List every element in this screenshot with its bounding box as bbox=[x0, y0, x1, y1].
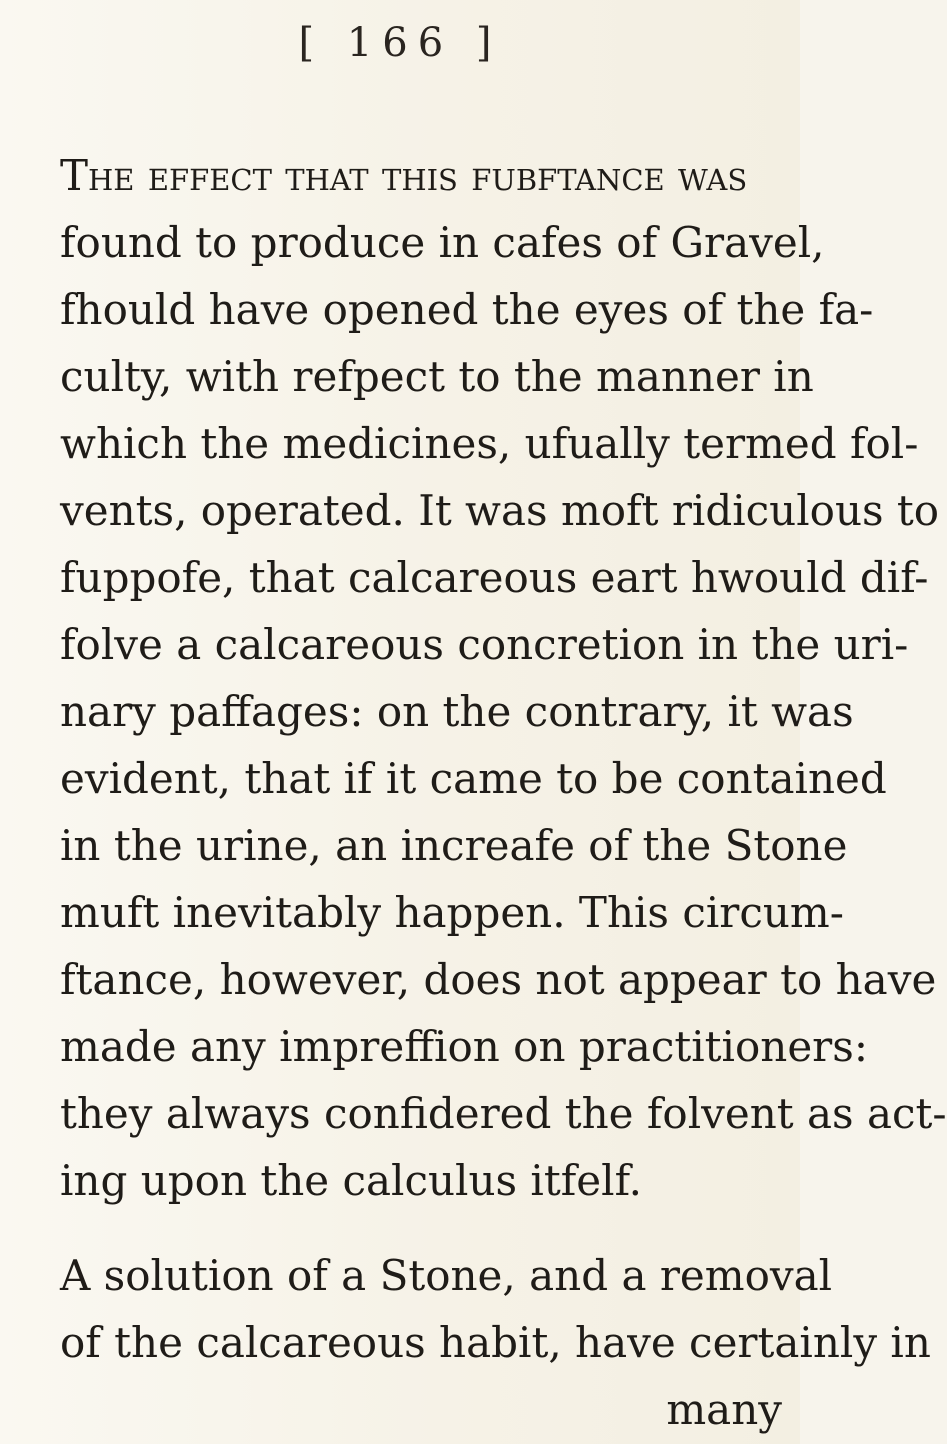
paragraph-line: of the calcareous habit, have certainly in bbox=[60, 1318, 931, 1367]
paragraph-line: ftance, however, does not appear to have bbox=[60, 955, 937, 1004]
paragraph-line: muft inevitably happen. This circum- bbox=[60, 888, 844, 937]
paragraph-line: ing upon the calculus itfelf. bbox=[60, 1156, 642, 1205]
paragraph-line: made any impreffion on practitioners: bbox=[60, 1022, 868, 1071]
paragraph-line: The effect that this fubftance was bbox=[60, 151, 748, 200]
catchword: many bbox=[666, 1385, 782, 1434]
paragraph-line: evident, that if it came to be contained bbox=[60, 754, 887, 803]
paragraph-line: nary paffages: on the contrary, it was bbox=[60, 687, 854, 736]
paragraph-line: which the medicines, ufually termed fol- bbox=[60, 419, 919, 468]
paragraph-line: A solution of a Stone, and a removal bbox=[60, 1251, 833, 1300]
paragraph-line: folve a calcareous concretion in the uri- bbox=[60, 620, 909, 669]
paragraph-line: found to produce in cafes of Gravel, bbox=[60, 218, 825, 267]
page-number-header: [ 166 ] bbox=[298, 20, 502, 66]
paragraph-line: they always confidered the folvent as act- bbox=[60, 1089, 947, 1138]
paragraph-line: vents, operated. It was moft ridiculous to bbox=[60, 486, 940, 535]
paragraph-line: in the urine, an increafe of the Stone bbox=[60, 821, 848, 870]
paragraph-line: fhould have opened the eyes of the fa- bbox=[60, 285, 874, 334]
paragraph-line: fuppofe, that calcareous eart hwould dif- bbox=[60, 553, 929, 602]
paragraph-line: culty, with refpect to the manner in bbox=[60, 352, 814, 401]
